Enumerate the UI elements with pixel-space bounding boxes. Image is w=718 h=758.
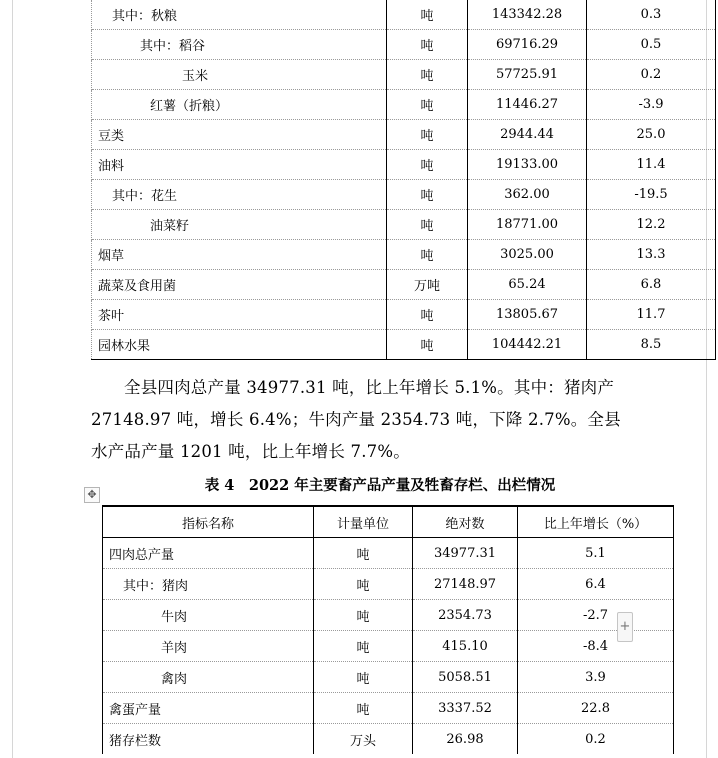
row-growth: -2.7	[518, 600, 674, 631]
row-indicator-name: 烟草	[92, 240, 387, 270]
row-growth: 0.2	[518, 724, 674, 755]
header-absolute-value: 绝对数	[413, 506, 518, 538]
row-unit: 吨	[387, 300, 468, 330]
row-unit: 吨	[387, 120, 468, 150]
table-row	[92, 120, 716, 150]
crop-output-table	[91, 0, 716, 360]
row-growth: -8.4	[518, 631, 674, 662]
table-row	[92, 270, 716, 300]
row-indicator-name: 油料	[92, 150, 387, 180]
row-growth: 11.7	[587, 300, 716, 330]
row-unit: 吨	[387, 210, 468, 240]
row-absolute-value: 143342.28	[468, 0, 587, 30]
row-absolute-value: 18771.00	[468, 210, 587, 240]
table-row	[92, 150, 716, 180]
header-indicator-name: 指标名称	[103, 506, 314, 538]
row-growth: 12.2	[587, 210, 716, 240]
table-row	[103, 631, 674, 662]
row-absolute-value: 13805.67	[468, 300, 587, 330]
table-row	[92, 180, 716, 210]
row-growth: -19.5	[587, 180, 716, 210]
row-growth: 11.4	[587, 150, 716, 180]
table-row	[103, 538, 674, 569]
row-indicator-name: 四肉总产量	[103, 538, 314, 569]
table-row	[92, 240, 716, 270]
row-absolute-value: 415.10	[413, 631, 518, 662]
row-unit: 吨	[314, 662, 413, 693]
row-unit: 吨	[387, 0, 468, 30]
row-indicator-name: 红薯（折粮）	[92, 90, 387, 120]
row-unit: 吨	[314, 538, 413, 569]
row-unit: 万吨	[387, 270, 468, 300]
row-growth: 0.2	[587, 60, 716, 90]
table-row	[92, 330, 716, 360]
row-growth: 0.5	[587, 30, 716, 60]
row-indicator-name: 蔬菜及食用菌	[92, 270, 387, 300]
row-unit: 吨	[314, 600, 413, 631]
table-row	[103, 724, 674, 755]
row-indicator-name: 禽蛋产量	[103, 693, 314, 724]
table-row	[103, 662, 674, 693]
row-absolute-value: 19133.00	[468, 150, 587, 180]
table-move-handle-icon[interactable]: ✥	[84, 487, 100, 503]
row-absolute-value: 3025.00	[468, 240, 587, 270]
header-unit: 计量单位	[314, 506, 413, 538]
row-absolute-value: 27148.97	[413, 569, 518, 600]
row-growth: 13.3	[587, 240, 716, 270]
row-growth: 6.8	[587, 270, 716, 300]
row-growth: 0.3	[587, 0, 716, 30]
row-unit: 吨	[387, 150, 468, 180]
row-indicator-name: 其中：秋粮	[92, 0, 387, 30]
row-absolute-value: 26.98	[413, 724, 518, 755]
row-growth: 8.5	[587, 330, 716, 360]
row-indicator-name: 其中：稻谷	[92, 30, 387, 60]
row-unit: 吨	[387, 30, 468, 60]
livestock-table-body	[103, 538, 674, 755]
crop-table-body	[92, 0, 716, 360]
row-unit: 吨	[314, 631, 413, 662]
row-indicator-name: 其中：花生	[92, 180, 387, 210]
row-growth: 3.9	[518, 662, 674, 693]
row-indicator-name: 猪存栏数	[103, 724, 314, 755]
row-absolute-value: 57725.91	[468, 60, 587, 90]
row-indicator-name: 油菜籽	[92, 210, 387, 240]
row-indicator-name: 玉米	[92, 60, 387, 90]
table-row	[103, 600, 674, 631]
livestock-table	[102, 505, 674, 754]
livestock-paragraph: 全县四肉总产量 34977.31 吨，比上年增长 5.1%。其中：猪肉产 27148.97 吨，增长 6.4%；牛肉产量 2354.73 吨，下降 2.7%。全县水产品产量 1201 吨，比上年增长 7.7%。	[91, 378, 621, 461]
row-unit: 万头	[314, 724, 413, 755]
row-unit: 吨	[314, 569, 413, 600]
row-unit: 吨	[387, 240, 468, 270]
table-row	[92, 210, 716, 240]
row-indicator-name: 羊肉	[103, 631, 314, 662]
row-growth: 22.8	[518, 693, 674, 724]
row-absolute-value: 34977.31	[413, 538, 518, 569]
row-absolute-value: 65.24	[468, 270, 587, 300]
row-indicator-name: 其中：猪肉	[103, 569, 314, 600]
table4-caption: 表 4 2022 年主要畜产品产量及牲畜存栏、出栏情况	[204, 477, 556, 494]
row-absolute-value: 69716.29	[468, 30, 587, 60]
row-absolute-value: 104442.21	[468, 330, 587, 360]
row-unit: 吨	[314, 693, 413, 724]
row-growth: 5.1	[518, 538, 674, 569]
row-indicator-name: 牛肉	[103, 600, 314, 631]
row-absolute-value: 5058.51	[413, 662, 518, 693]
row-unit: 吨	[387, 180, 468, 210]
table-row	[92, 0, 716, 30]
row-absolute-value: 2354.73	[413, 600, 518, 631]
row-absolute-value: 11446.27	[468, 90, 587, 120]
row-indicator-name: 豆类	[92, 120, 387, 150]
row-unit: 吨	[387, 90, 468, 120]
page-edge-left	[12, 0, 13, 758]
table-row	[103, 569, 674, 600]
row-indicator-name: 禽肉	[103, 662, 314, 693]
add-column-plus-icon[interactable]: +	[617, 612, 633, 642]
row-absolute-value: 362.00	[468, 180, 587, 210]
row-indicator-name: 园林水果	[92, 330, 387, 360]
row-unit: 吨	[387, 330, 468, 360]
row-growth: -3.9	[587, 90, 716, 120]
row-unit: 吨	[387, 60, 468, 90]
table-row	[103, 693, 674, 724]
table-row	[92, 30, 716, 60]
row-indicator-name: 茶叶	[92, 300, 387, 330]
table-header-row	[103, 506, 674, 538]
table-row	[92, 90, 716, 120]
row-growth: 25.0	[587, 120, 716, 150]
table-row	[92, 60, 716, 90]
table-row	[92, 300, 716, 330]
row-absolute-value: 2944.44	[468, 120, 587, 150]
row-growth: 6.4	[518, 569, 674, 600]
header-growth: 比上年增长（%）	[518, 506, 674, 538]
row-absolute-value: 3337.52	[413, 693, 518, 724]
